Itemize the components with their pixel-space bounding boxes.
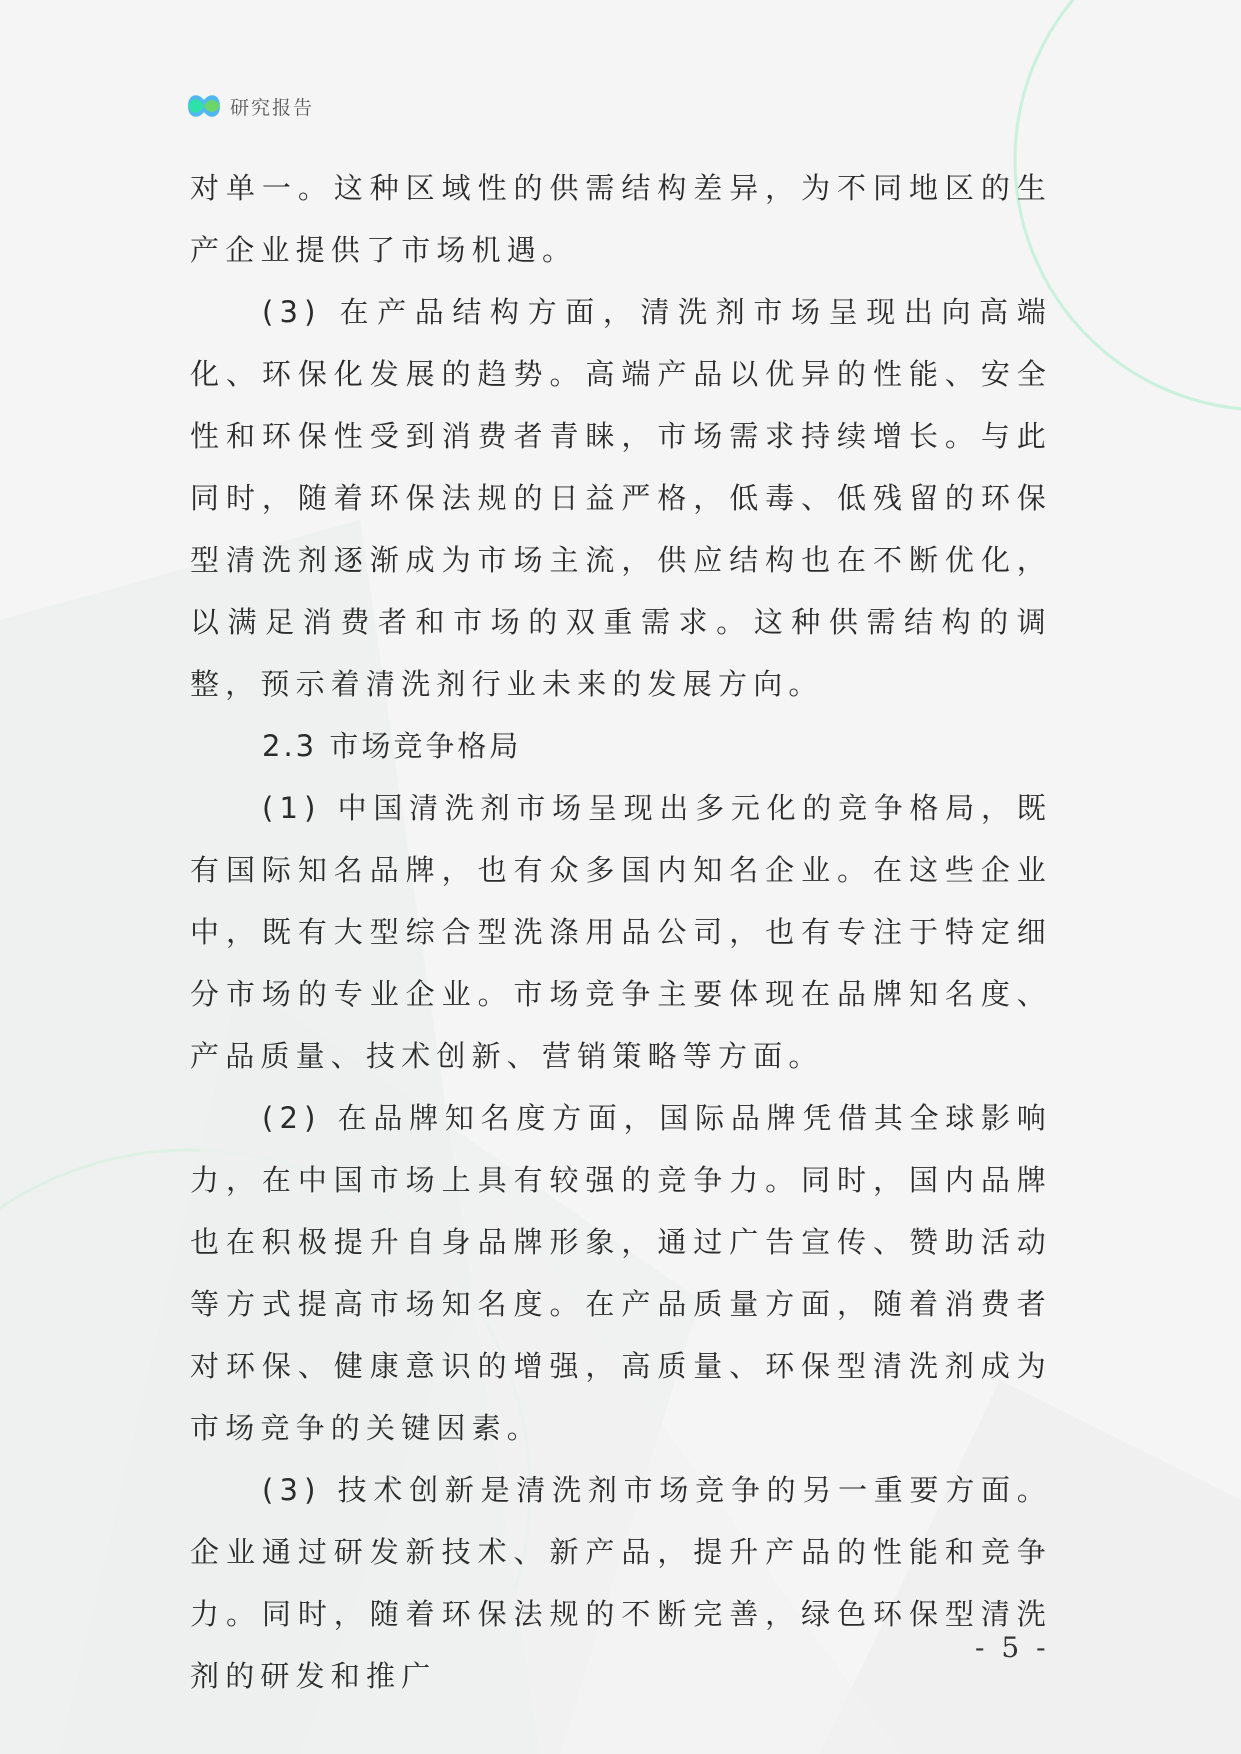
logo-icon (186, 90, 222, 122)
paragraph: 对单一。这种区域性的供需结构差异，为不同地区的生产企业提供了市场机遇。 (190, 171, 1052, 267)
page-number: - 5 - (975, 1631, 1050, 1664)
section-heading: 2.3 市场竞争格局 (262, 729, 522, 763)
paragraph: (3) 在产品结构方面，清洗剂市场呈现出向高端化、环保化发展的趋势。高端产品以优异的性能、安全性和环保性受到消费者青睐，市场需求持续增长。与此同时，随着环保法规的日益严格，低毒、低残留的环保型清洗剂逐渐成为市场主流，供应结构也在不断优化，以满足消费者和市场的双重需求。这种供需结构的调整，预示着清洗剂行业未来的发展方向。 (190, 295, 1052, 701)
header-title: 研究报告 (230, 96, 315, 119)
paragraph: (3) 技术创新是清洗剂市场竞争的另一重要方面。企业通过研发新技术、新产品，提升产品的性能和竞争力。同时，随着环保法规的不断完善，绿色环保型清洗剂的研发和推广 (190, 1473, 1052, 1693)
paragraph: (1) 中国清洗剂市场呈现出多元化的竞争格局，既有国际知名品牌，也有众多国内知名企业。在这些企业中，既有大型综合型洗涤用品公司，也有专注于特定细分市场的专业企业。市场竞争主要体现在品牌知名度、产品质量、技术创新、营销策略等方面。 (190, 791, 1052, 1073)
document-body (190, 157, 1052, 1707)
page-header (186, 88, 314, 124)
paragraph: (2) 在品牌知名度方面，国际品牌凭借其全球影响力，在中国市场上具有较强的竞争力。同时，国内品牌也在积极提升自身品牌形象，通过广告宣传、赞助活动等方式提高市场知名度。在产品质量方面，随着消费者对环保、健康意识的增强，高质量、环保型清洗剂成为市场竞争的关键因素。 (190, 1101, 1052, 1445)
